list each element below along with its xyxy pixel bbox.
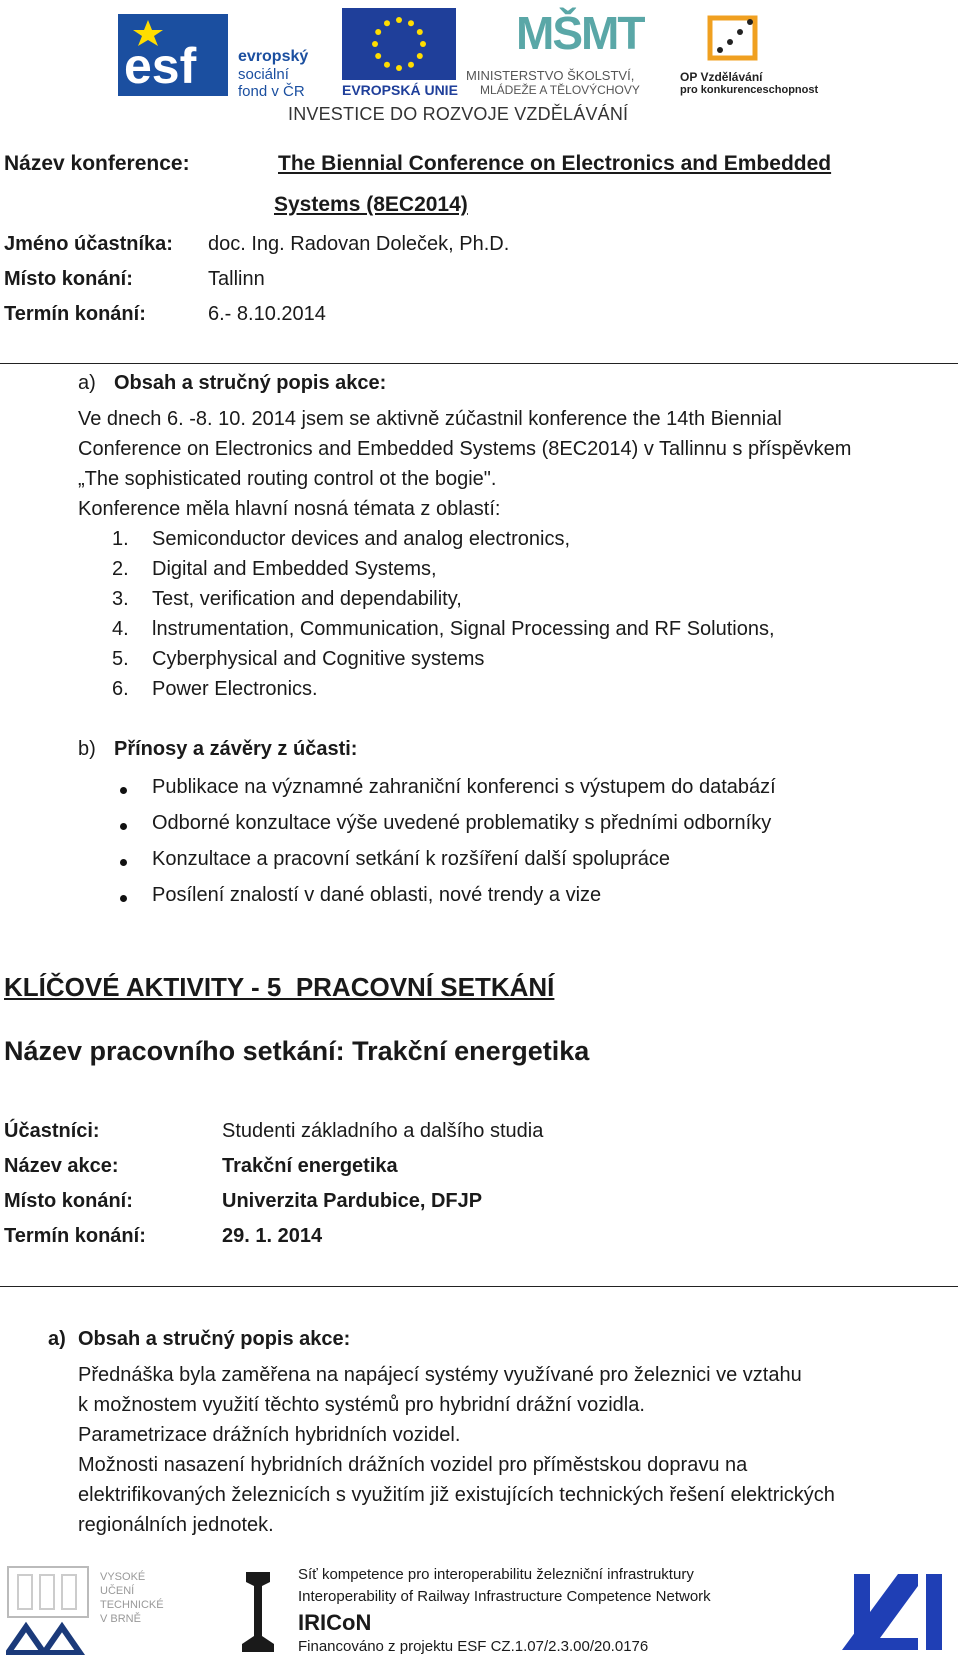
section-a2-line: Možnosti nasazení hybridních drážních vozidel pro příměstskou dopravu na [78,1454,748,1476]
vut-logo-line4: V BRNĚ [100,1613,141,1625]
section-b1-marker: b) [78,738,96,760]
place-value: Tallinn [208,268,265,290]
conference-name-line1: The Biennial Conference on Electronics and Embedded [278,152,832,175]
eu-star-icon [396,17,402,23]
meeting-title: Název pracovního setkání: Trakční energetika [4,1036,590,1066]
esf-logo-line2: sociální [238,66,289,83]
event-value: Trakční energetika [222,1155,398,1177]
msmt-logo [466,6,676,96]
rail-icon [238,1568,278,1654]
footer-line2: Interoperability of Railway Infrastructure Competence Network [298,1588,711,1605]
topic-text: Test, verification and dependability, [152,588,462,610]
bullet-icon [120,859,127,866]
footer-brand: IRICoN [298,1610,372,1635]
conference-name-label: Název konference: [4,152,190,175]
event-label: Název akce: [4,1155,119,1177]
izi-logo [838,1566,948,1654]
eu-star-icon [417,29,423,35]
section-a2-line: elektrifikovaných železnicích s využitím již existujících technických řešení elektrických [78,1484,835,1506]
section-a2-marker: a) [48,1328,66,1350]
participant-label: Jméno účastníka: [4,233,173,255]
esf-logo-line1: evropský [238,48,309,65]
section-a2-line: Přednáška byla zaměřena na napájecí systémy využívané pro železnici ve vztahu [78,1364,802,1386]
date-value: 6.- 8.10.2014 [208,303,326,325]
eu-flag-icon [342,8,456,80]
conference-name-line2: Systems (8EC2014) [274,193,468,216]
op-logo-line2: pro konkurenceschopnost [680,84,819,96]
section-a2-line: regionálních jednotek. [78,1514,274,1536]
benefit-item: Odborné konzultace výše uvedené problematiky s předními odborníky [152,812,772,834]
topic-num: 3. [112,588,129,610]
section-a2-line: Parametrizace drážních hybridních vozidel. [78,1424,461,1446]
eu-star-icon [417,53,423,59]
op-vzdelavani-logo [680,6,830,96]
vut-logo-line2: UČENÍ [100,1585,135,1597]
topic-num: 1. [112,528,129,550]
vut-logo-line1: VYSOKÉ [100,1571,146,1583]
topic-text: Digital and Embedded Systems, [152,558,437,580]
section-a1-heading: Obsah a stručný popis akce: [114,372,387,394]
section-a1-para-line2: Conference on Electronics and Embedded Systems (8EC2014) v Tallinnu s příspěvkem [78,438,852,460]
eu-star-icon [408,20,414,26]
date-label: Termín konání: [4,303,146,325]
eu-star-icon [396,65,402,71]
vut-logo [6,1565,166,1655]
section-a1-para-line1: Ve dnech 6. -8. 10. 2014 jsem se aktivně zúčastnil konference the 14th Biennial [78,408,782,430]
op-logo-line1: OP Vzdělávání [680,70,763,84]
topic-text: Power Electronics. [152,678,318,700]
meeting-place-label: Místo konání: [4,1190,133,1212]
topic-num: 6. [112,678,129,700]
place-label: Místo konání: [4,268,133,290]
vut-logo-line3: TECHNICKÉ [100,1599,164,1611]
meeting-date-value: 29. 1. 2014 [222,1225,323,1247]
benefit-item: Publikace na významné zahraniční konferenci s výstupem do databází [152,776,776,798]
section-a1-para-line3: „The sophisticated routing control ot the bogie". [78,468,497,490]
eu-star-icon [384,62,390,68]
vut-logo-graphic [6,1565,96,1655]
benefit-item: Posílení znalostí v dané oblasti, nové trendy a vize [152,884,602,906]
benefit-item: Konzultace a pracovní setkání k rozšíření další spolupráce [152,848,671,870]
eu-star-icon [384,20,390,26]
divider [0,363,958,364]
topic-num: 2. [112,558,129,580]
bullet-icon [120,787,127,794]
header-banner: INVESTICE DO ROZVOJE VZDĚLÁVÁNÍ [288,104,629,124]
meeting-date-label: Termín konání: [4,1225,146,1247]
topic-text: Cyberphysical and Cognitive systems [152,648,485,670]
participant-value: doc. Ing. Radovan Doleček, Ph.D. [208,233,510,255]
bullet-icon [120,823,127,830]
key-activities-heading: KLÍČOVÉ AKTIVITY - 5 PRACOVNÍ SETKÁNÍ [4,972,555,1002]
eu-star-icon [375,29,381,35]
op-logo-graphic [680,6,830,68]
section-a2-line: k možnostem využití těchto systémů pro hybridní drážní vozidla. [78,1394,645,1416]
section-b1-heading: Přínosy a závěry z účasti: [114,738,358,760]
meeting-place-value: Univerzita Pardubice, DFJP [222,1190,483,1212]
divider [0,1286,958,1287]
esf-logo-line3: fond v ČR [238,83,305,100]
eu-star-icon [372,41,378,47]
bullet-icon [120,895,127,902]
msmt-logo-line2: MLÁDEŽE A TĚLOVÝCHOVY [480,83,640,97]
topic-text: lnstrumentation, Communication, Signal Processing and RF Solutions, [152,618,775,640]
participants-label: Účastníci: [4,1120,100,1142]
msmt-logo-mark: MŠMT [516,7,644,59]
eu-logo-caption: EVROPSKÁ UNIE [342,82,458,98]
esf-logo [118,8,328,98]
eu-star-icon [375,53,381,59]
topic-num: 5. [112,648,129,670]
section-a2-heading: Obsah a stručný popis akce: [78,1328,351,1350]
footer-line3: Financováno z projektu ESF CZ.1.07/2.3.00/20.0176 [298,1638,649,1655]
footer-line1: Síť kompetence pro interoperabilitu železniční infrastruktury [298,1566,694,1583]
eu-logo [342,8,456,98]
esf-logo-big: esf [124,38,197,94]
section-a1-marker: a) [78,372,96,394]
msmt-logo-line1: MINISTERSTVO ŠKOLSTVÍ, [466,68,635,83]
topic-text: Semiconductor devices and analog electronics, [152,528,571,550]
topics-intro: Konference měla hlavní nosná témata z oblastí: [78,498,501,520]
eu-star-icon [420,41,426,47]
participants-value: Studenti základního a dalšího studia [222,1120,544,1142]
eu-star-icon [408,62,414,68]
topic-num: 4. [112,618,129,640]
